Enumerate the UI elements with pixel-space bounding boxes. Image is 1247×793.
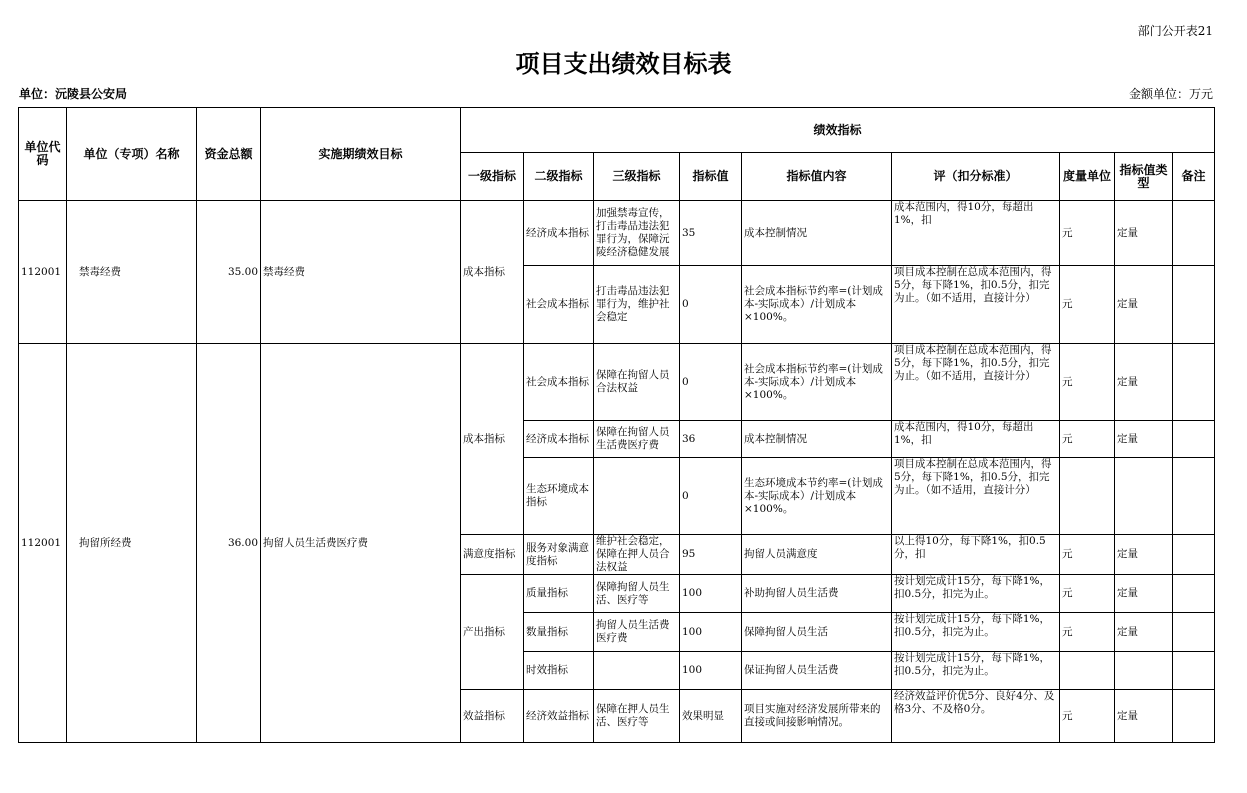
project-amount xyxy=(197,344,261,743)
indicator-scoring xyxy=(892,613,1060,652)
indicator-value-text: 100 xyxy=(682,587,703,599)
indicator-scoring-text: 按计划完成计15分，每下降1%，扣0.5分，扣完为止。 xyxy=(894,613,1051,638)
indicator-remark xyxy=(1173,266,1215,344)
indicator-level3 xyxy=(594,575,680,613)
indicator-type-text: 定量 xyxy=(1117,298,1138,310)
indicator-scoring-text: 成本范围内，得10分，每超出1%，扣 xyxy=(894,201,1034,226)
project-code xyxy=(19,201,67,344)
indicator-scoring xyxy=(892,535,1060,575)
indicator-type xyxy=(1115,613,1173,652)
indicator-value-text: 效果明显 xyxy=(682,709,724,722)
indicator-level3-text: 维护社会稳定，保障在押人员合法权益 xyxy=(596,535,670,573)
indicator-level3-text: 保障在拘留人员合法权益 xyxy=(596,369,670,394)
indicator-level2-text: 经济成本指标 xyxy=(526,226,589,239)
project-name-text: 拘留所经费 xyxy=(79,536,132,549)
indicator-type xyxy=(1115,344,1173,421)
indicator-value xyxy=(680,458,742,535)
indicator-level3 xyxy=(594,266,680,344)
indicator-value-text: 0 xyxy=(682,375,689,388)
indicator-content xyxy=(742,201,892,266)
indicator-level2 xyxy=(524,458,594,535)
form-number: 部门公开表21 xyxy=(1137,24,1213,38)
indicator-level2 xyxy=(524,575,594,613)
indicator-unit-text: 元 xyxy=(1062,298,1073,310)
indicator-value-text: 95 xyxy=(682,548,696,560)
project-goal-text: 禁毒经费 xyxy=(263,265,305,278)
indicator-content xyxy=(742,652,892,690)
indicator-level1 xyxy=(461,690,524,743)
table-row xyxy=(19,344,1215,421)
header-level2: 二级指标 xyxy=(524,153,594,201)
indicator-content-text: 社会成本指标节约率=(计划成本-实际成本）/计划成本×100%。 xyxy=(744,285,883,323)
indicator-type xyxy=(1115,421,1173,458)
indicator-level2-text: 社会成本指标 xyxy=(526,375,589,388)
indicator-level1-text: 成本指标 xyxy=(463,265,505,278)
indicator-content-text: 拘留人员满意度 xyxy=(744,548,818,560)
indicator-scoring xyxy=(892,652,1060,690)
indicator-unit xyxy=(1060,421,1115,458)
indicator-scoring xyxy=(892,266,1060,344)
indicator-unit xyxy=(1060,575,1115,613)
indicator-level2-text: 时效指标 xyxy=(526,664,568,676)
indicator-type-text: 定量 xyxy=(1117,709,1138,722)
indicator-value-text: 100 xyxy=(682,664,703,676)
indicator-content xyxy=(742,575,892,613)
indicator-type xyxy=(1115,266,1173,344)
amount-unit-label: 金额单位：万元 xyxy=(1128,87,1213,101)
indicator-remark xyxy=(1173,421,1215,458)
indicator-value xyxy=(680,421,742,458)
indicator-scoring-text: 按计划完成计15分，每下降1%，扣0.5分，扣完为止。 xyxy=(894,575,1051,600)
indicator-type-text: 定量 xyxy=(1117,548,1138,560)
indicator-type-text: 定量 xyxy=(1117,587,1138,599)
indicator-level3-text: 拘留人员生活费医疗费 xyxy=(596,619,670,644)
indicator-type-text: 定量 xyxy=(1117,226,1138,239)
indicator-scoring xyxy=(892,344,1060,421)
indicator-scoring-text: 按计划完成计15分，每下降1%，扣0.5分，扣完为止。 xyxy=(894,652,1051,677)
indicator-type xyxy=(1115,458,1173,535)
indicator-level3-text: 保障在拘留人员生活费医疗费 xyxy=(596,426,670,451)
indicator-level1-text: 效益指标 xyxy=(463,709,505,722)
indicator-level2 xyxy=(524,266,594,344)
indicator-value xyxy=(680,535,742,575)
indicator-level1-text: 成本指标 xyxy=(463,432,505,445)
header-level3: 三级指标 xyxy=(594,153,680,201)
indicator-remark xyxy=(1173,344,1215,421)
indicator-unit-text: 元 xyxy=(1062,226,1073,239)
indicator-level3-text: 加强禁毒宣传，打击毒品违法犯罪行为，保障沅陵经济稳健发展 xyxy=(596,207,670,258)
indicator-value xyxy=(680,690,742,743)
indicator-unit-text: 元 xyxy=(1062,432,1073,445)
indicator-level3 xyxy=(594,421,680,458)
header-goal: 实施期绩效目标 xyxy=(261,108,461,201)
indicator-content-text: 成本控制情况 xyxy=(744,226,807,239)
indicator-level2-text: 质量指标 xyxy=(526,587,568,599)
indicator-scoring-text: 项目成本控制在总成本范围内，得5分，每下降1%，扣0.5分，扣完为止。（如不适用，直接计分） xyxy=(894,266,1052,304)
indicator-content xyxy=(742,690,892,743)
indicator-value-text: 0 xyxy=(682,489,689,502)
indicator-level3-text: 打击毒品违法犯罪行为，维护社会稳定 xyxy=(596,285,670,323)
indicator-value xyxy=(680,344,742,421)
indicator-content-text: 保证拘留人员生活费 xyxy=(744,664,839,676)
indicator-level2-text: 经济成本指标 xyxy=(526,432,589,445)
indicator-unit xyxy=(1060,458,1115,535)
indicator-type xyxy=(1115,690,1173,743)
header-scoring: 评（扣分标准） xyxy=(892,153,1060,201)
unit-label: 单位：沅陵县公安局 xyxy=(19,87,128,101)
indicator-unit xyxy=(1060,652,1115,690)
indicator-level2-text: 经济效益指标 xyxy=(526,709,589,722)
indicator-unit xyxy=(1060,613,1115,652)
indicator-remark xyxy=(1173,535,1215,575)
indicator-level3 xyxy=(594,458,680,535)
indicator-type-text: 定量 xyxy=(1117,432,1138,445)
indicator-level1-text: 满意度指标 xyxy=(463,548,516,560)
indicator-level3 xyxy=(594,344,680,421)
header-content: 指标值内容 xyxy=(742,153,892,201)
indicator-content-text: 补助拘留人员生活费 xyxy=(744,587,839,599)
indicator-level1 xyxy=(461,535,524,575)
indicator-level1 xyxy=(461,344,524,535)
project-goal-text: 拘留人员生活费医疗费 xyxy=(263,536,368,549)
project-name-text: 禁毒经费 xyxy=(79,265,121,278)
indicator-unit xyxy=(1060,201,1115,266)
indicator-value xyxy=(680,613,742,652)
indicator-level3-text: 保障在押人员生活、医疗等 xyxy=(596,703,670,728)
indicator-level2 xyxy=(524,344,594,421)
indicator-scoring-text: 以上得10分，每下降1%，扣0.5分，扣 xyxy=(894,535,1046,560)
indicator-level2 xyxy=(524,535,594,575)
indicator-scoring xyxy=(892,575,1060,613)
indicator-scoring-text: 成本范围内，得10分，每超出1%，扣 xyxy=(894,421,1034,446)
project-goal xyxy=(261,201,461,344)
indicator-content-text: 成本控制情况 xyxy=(744,432,807,445)
project-amount-text: 35.00 xyxy=(227,265,258,278)
indicator-content xyxy=(742,535,892,575)
indicator-level3-text: 保障拘留人员生活、医疗等 xyxy=(596,580,670,606)
indicator-type-text: 定量 xyxy=(1117,375,1138,388)
indicator-unit-text: 元 xyxy=(1062,375,1073,388)
page-title: 项目支出绩效目标表 xyxy=(515,50,732,78)
indicator-remark xyxy=(1173,652,1215,690)
indicator-scoring-text: 项目成本控制在总成本范围内，得5分，每下降1%，扣0.5分，扣完为止。（如不适用，直接计分） xyxy=(894,458,1052,496)
indicator-type-text: 定量 xyxy=(1117,625,1138,638)
indicator-level3 xyxy=(594,535,680,575)
indicator-level2 xyxy=(524,201,594,266)
table-row xyxy=(19,201,1215,266)
indicator-scoring xyxy=(892,458,1060,535)
indicator-value xyxy=(680,652,742,690)
indicator-level1 xyxy=(461,575,524,690)
indicator-unit xyxy=(1060,535,1115,575)
header-measure-unit: 度量单位 xyxy=(1060,153,1115,201)
indicator-level1-text: 产出指标 xyxy=(463,625,505,638)
project-amount-text: 36.00 xyxy=(227,536,258,549)
indicator-type xyxy=(1115,201,1173,266)
header-amount: 资金总额 xyxy=(197,108,261,201)
indicator-level3 xyxy=(594,201,680,266)
indicator-type xyxy=(1115,575,1173,613)
indicator-scoring-text: 项目成本控制在总成本范围内，得5分，每下降1%，扣0.5分，扣完为止。（如不适用，直接计分） xyxy=(894,344,1052,382)
indicator-content xyxy=(742,344,892,421)
indicator-unit xyxy=(1060,266,1115,344)
project-code-text: 112001 xyxy=(21,265,62,278)
indicator-level2 xyxy=(524,421,594,458)
indicator-type xyxy=(1115,652,1173,690)
indicator-value xyxy=(680,575,742,613)
performance-table xyxy=(18,107,1215,743)
indicator-level3 xyxy=(594,652,680,690)
indicator-value xyxy=(680,266,742,344)
indicator-unit-text: 元 xyxy=(1062,709,1073,722)
indicator-level2 xyxy=(524,613,594,652)
indicator-content xyxy=(742,421,892,458)
indicator-unit-text: 元 xyxy=(1062,625,1073,638)
indicator-value xyxy=(680,201,742,266)
header-remark: 备注 xyxy=(1173,153,1215,201)
indicator-value-text: 36 xyxy=(682,432,696,445)
indicator-scoring-text: 经济效益评价优5分、良好4分、及格3分、不及格0分。 xyxy=(894,690,1055,715)
indicator-level2-text: 生态环境成本指标 xyxy=(526,483,589,508)
indicator-level2 xyxy=(524,652,594,690)
header-code: 单位代码 xyxy=(19,108,67,201)
header-level1: 一级指标 xyxy=(461,153,524,201)
project-code-text: 112001 xyxy=(21,536,62,549)
project-name xyxy=(67,344,197,743)
indicator-unit-text: 元 xyxy=(1062,587,1073,599)
indicator-level3 xyxy=(594,613,680,652)
indicator-remark xyxy=(1173,201,1215,266)
header-indicators: 绩效指标 xyxy=(461,108,1215,153)
indicator-level2-text: 社会成本指标 xyxy=(526,298,589,310)
indicator-scoring xyxy=(892,421,1060,458)
indicator-scoring xyxy=(892,201,1060,266)
indicator-remark xyxy=(1173,690,1215,743)
indicator-unit xyxy=(1060,344,1115,421)
indicator-content-text: 生态环境成本节约率=(计划成本-实际成本）/计划成本×100%。 xyxy=(744,476,883,515)
indicator-value-text: 0 xyxy=(682,298,689,310)
indicator-type xyxy=(1115,535,1173,575)
indicator-level3 xyxy=(594,690,680,743)
indicator-unit xyxy=(1060,690,1115,743)
indicator-level2 xyxy=(524,690,594,743)
indicator-value-text: 35 xyxy=(682,226,696,239)
project-amount xyxy=(197,201,261,344)
project-code xyxy=(19,344,67,743)
indicator-content xyxy=(742,266,892,344)
indicator-remark xyxy=(1173,458,1215,535)
indicator-unit-text: 元 xyxy=(1062,548,1073,560)
indicator-remark xyxy=(1173,613,1215,652)
indicator-content-text: 项目实施对经济发展所带来的直接或间接影响情况。 xyxy=(744,703,881,728)
project-name xyxy=(67,201,197,344)
indicator-level2-text: 服务对象满意度指标 xyxy=(526,541,589,567)
header-value: 指标值 xyxy=(680,153,742,201)
project-goal xyxy=(261,344,461,743)
indicator-content xyxy=(742,613,892,652)
indicator-level2-text: 数量指标 xyxy=(526,625,568,638)
indicator-content xyxy=(742,458,892,535)
indicator-content-text: 保障拘留人员生活 xyxy=(744,625,828,638)
header-value-type: 指标值类型 xyxy=(1115,153,1173,201)
indicator-content-text: 社会成本指标节约率=(计划成本-实际成本）/计划成本×100%。 xyxy=(744,362,883,401)
header-name: 单位（专项）名称 xyxy=(67,108,197,201)
indicator-level1 xyxy=(461,201,524,344)
indicator-scoring xyxy=(892,690,1060,743)
indicator-value-text: 100 xyxy=(682,625,703,638)
indicator-remark xyxy=(1173,575,1215,613)
